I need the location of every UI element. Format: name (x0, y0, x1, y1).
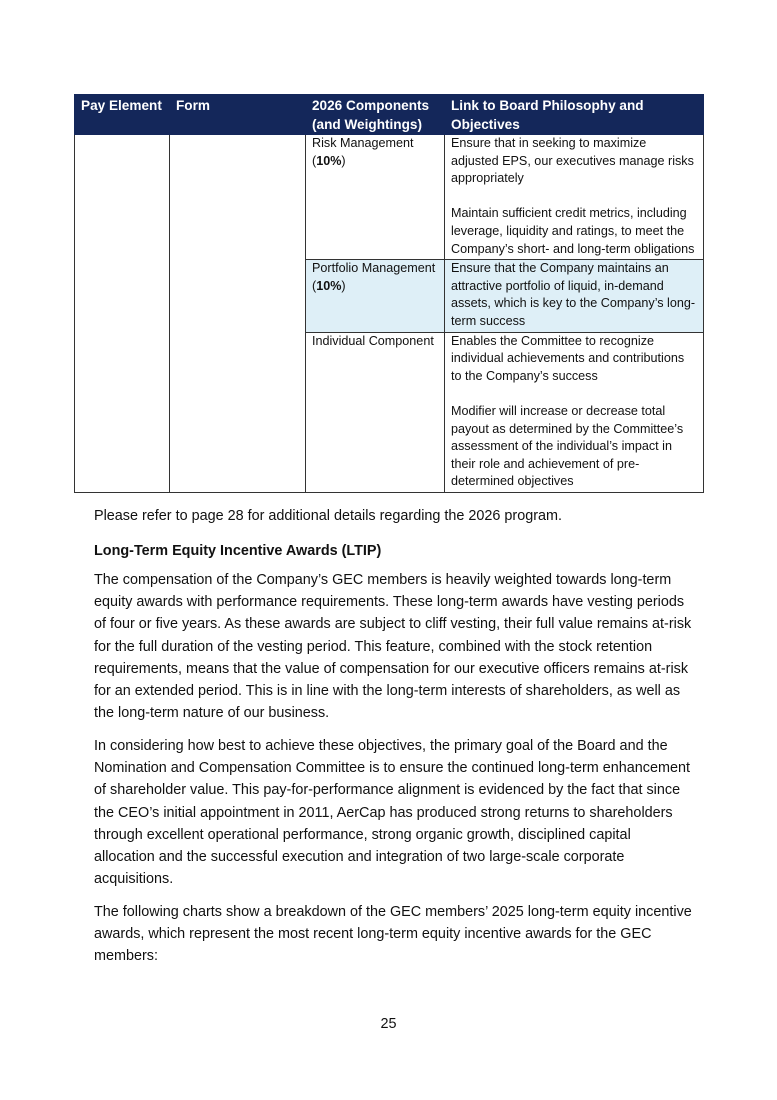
link-cell (445, 260, 704, 332)
link-cell (445, 135, 704, 260)
component-name: Individual Component (312, 333, 434, 348)
page-number: 25 (380, 1016, 397, 1032)
component-weight: 10% (316, 278, 342, 293)
component-weight: 10% (316, 153, 342, 168)
component-cell: Risk Management (10%) (306, 135, 445, 260)
link-paragraph: Ensure that the Company maintains an attractive portfolio of liquid, in-demand assets, which is key to the Company’s long-term success (451, 261, 696, 328)
note-paragraph: Please refer to page 28 for additional details regarding the 2026 program. (94, 508, 562, 524)
link-cell (445, 332, 704, 492)
body-paragraph (94, 735, 694, 890)
paragraph-text: In considering how best to achieve these objectives, the primary goal of the Board and the Nomination and Compensation Committee is to ensure the continued long-term enhancement of shareholder value. This pay-for-performance alignment is evidenced by the fact that since the CEO’s initial appointment in 2011, AerCap has produced strong returns to shareholders through excellent operational performance, strong organic growth, disciplined capital allocation and the successful execution and integration of two large-scale corporate acquisitions. (94, 738, 690, 888)
paragraph-text: The compensation of the Company’s GEC members is heavily weighted towards long-term equity awards with performance requirements. These long-term awards have vesting periods of four or five years. As these awards are subject to cliff vesting, their full value remains at-risk for the full duration of the vesting period. This feature, combined with the stock retention requirements, means that the value of compensation for our executive officers remains at-risk for an extended period. This is in line with the long-term interests of shareholders, as well as the long-term nature of our business. (94, 572, 692, 722)
component-name: Portfolio Management (312, 261, 436, 276)
link-paragraph: Maintain sufficient credit metrics, including leverage, liquidity and ratings, to meet the Company’s short- and long-term obligations (451, 206, 695, 256)
header-link-philosophy: Link to Board Philosophy and Objectives (445, 95, 704, 135)
component-cell: Portfolio Management (10%) (306, 260, 445, 332)
body-paragraph (94, 569, 694, 724)
section-heading (94, 540, 694, 562)
table-header-row (75, 95, 704, 135)
header-components: 2026 Components (and Weightings) (306, 95, 445, 135)
section-heading-text: Long-Term Equity Incentive Awards (LTIP) (94, 543, 382, 559)
link-paragraph: Ensure that in seeking to maximize adjusted EPS, our executives manage risks appropriately (451, 136, 694, 186)
table-row (75, 135, 704, 260)
form-cell (170, 135, 306, 493)
header-pay-element: Pay Element (75, 95, 170, 135)
component-name: Risk Management (312, 136, 414, 150)
component-cell (306, 332, 445, 492)
body-paragraph (94, 901, 694, 968)
link-paragraph: Enables the Committee to recognize individual achievements and contributions to the Company’s success (451, 333, 685, 383)
note-text (94, 505, 694, 527)
pay-element-cell (75, 135, 170, 493)
paragraph-text: The following charts show a breakdown of the GEC members’ 2025 long-term equity incentive awards, which represent the most recent long-term equity incentive awards for the GEC members: (94, 904, 692, 965)
link-paragraph: Modifier will increase or decrease total payout as determined by the Committee’s assessment of the individual’s impact in their role and achievement of pre-determined objectives (451, 403, 684, 489)
compensation-table (74, 94, 704, 493)
header-form: Form (170, 95, 306, 135)
